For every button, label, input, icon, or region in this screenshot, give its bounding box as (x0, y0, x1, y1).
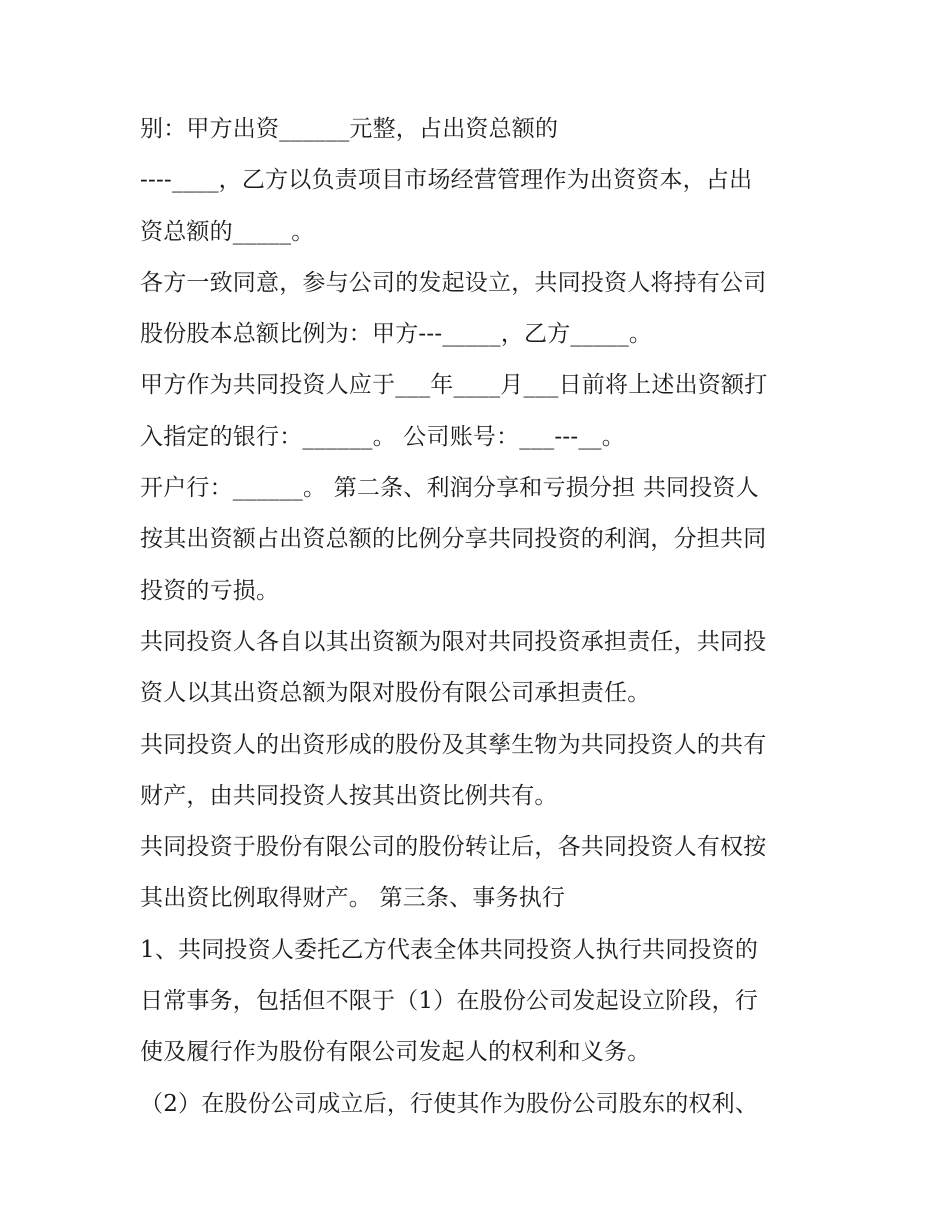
text-line: 共同投资于股份有限公司的股份转让后，各共同投资人有权按 (140, 834, 767, 861)
text-line: 共同投资人各自以其出资额为限对共同投资承担责任，共同投 (140, 628, 767, 655)
text-line: 甲方作为共同投资人应于___年____月___日前将上述出资额打 (140, 372, 768, 399)
text-line: 入指定的银行：______。 公司账号：___---__。 (140, 423, 625, 450)
text-line: 开户行：______。 第二条、利润分享和亏损分担 共同投资人 (140, 475, 759, 502)
text-line: 共同投资人的出资形成的股份及其孳生物为共同投资人的共有 (140, 731, 767, 758)
text-line: 别：甲方出资______元整，占出资总额的 (140, 116, 559, 142)
text-line: 各方一致同意，参与公司的发起设立，共同投资人将持有公司 (140, 269, 767, 296)
text-line: 1、共同投资人委托乙方代表全体共同投资人执行共同投资的 (140, 936, 759, 963)
text-line: （2）在股份公司成立后，行使其作为股份公司股东的权利、 (140, 1090, 759, 1117)
text-line: 日常事务，包括但不限于（1）在股份公司发起设立阶段，行 (140, 988, 759, 1015)
text-line: 投资的亏损。 (140, 577, 280, 604)
text-line: 其出资比例取得财产。 第三条、事务执行 (140, 885, 566, 912)
text-line: 使及履行作为股份有限公司发起人的权利和义务。 (140, 1039, 651, 1066)
document-body (140, 104, 830, 1130)
text-line: 股份股本总额比例为：甲方---_____，乙方_____。 (140, 321, 653, 348)
text-line: 资总额的_____。 (140, 218, 315, 245)
text-line: 资人以其出资总额为限对股份有限公司承担责任。 (140, 680, 651, 707)
text-line: 财产，由共同投资人按其出资比例共有。 (140, 782, 558, 809)
text-line: 按其出资额占出资总额的比例分享共同投资的利润，分担共同 (140, 526, 767, 553)
text-line: ----____，乙方以负责项目市场经营管理作为出资资本，占出 (140, 167, 753, 194)
